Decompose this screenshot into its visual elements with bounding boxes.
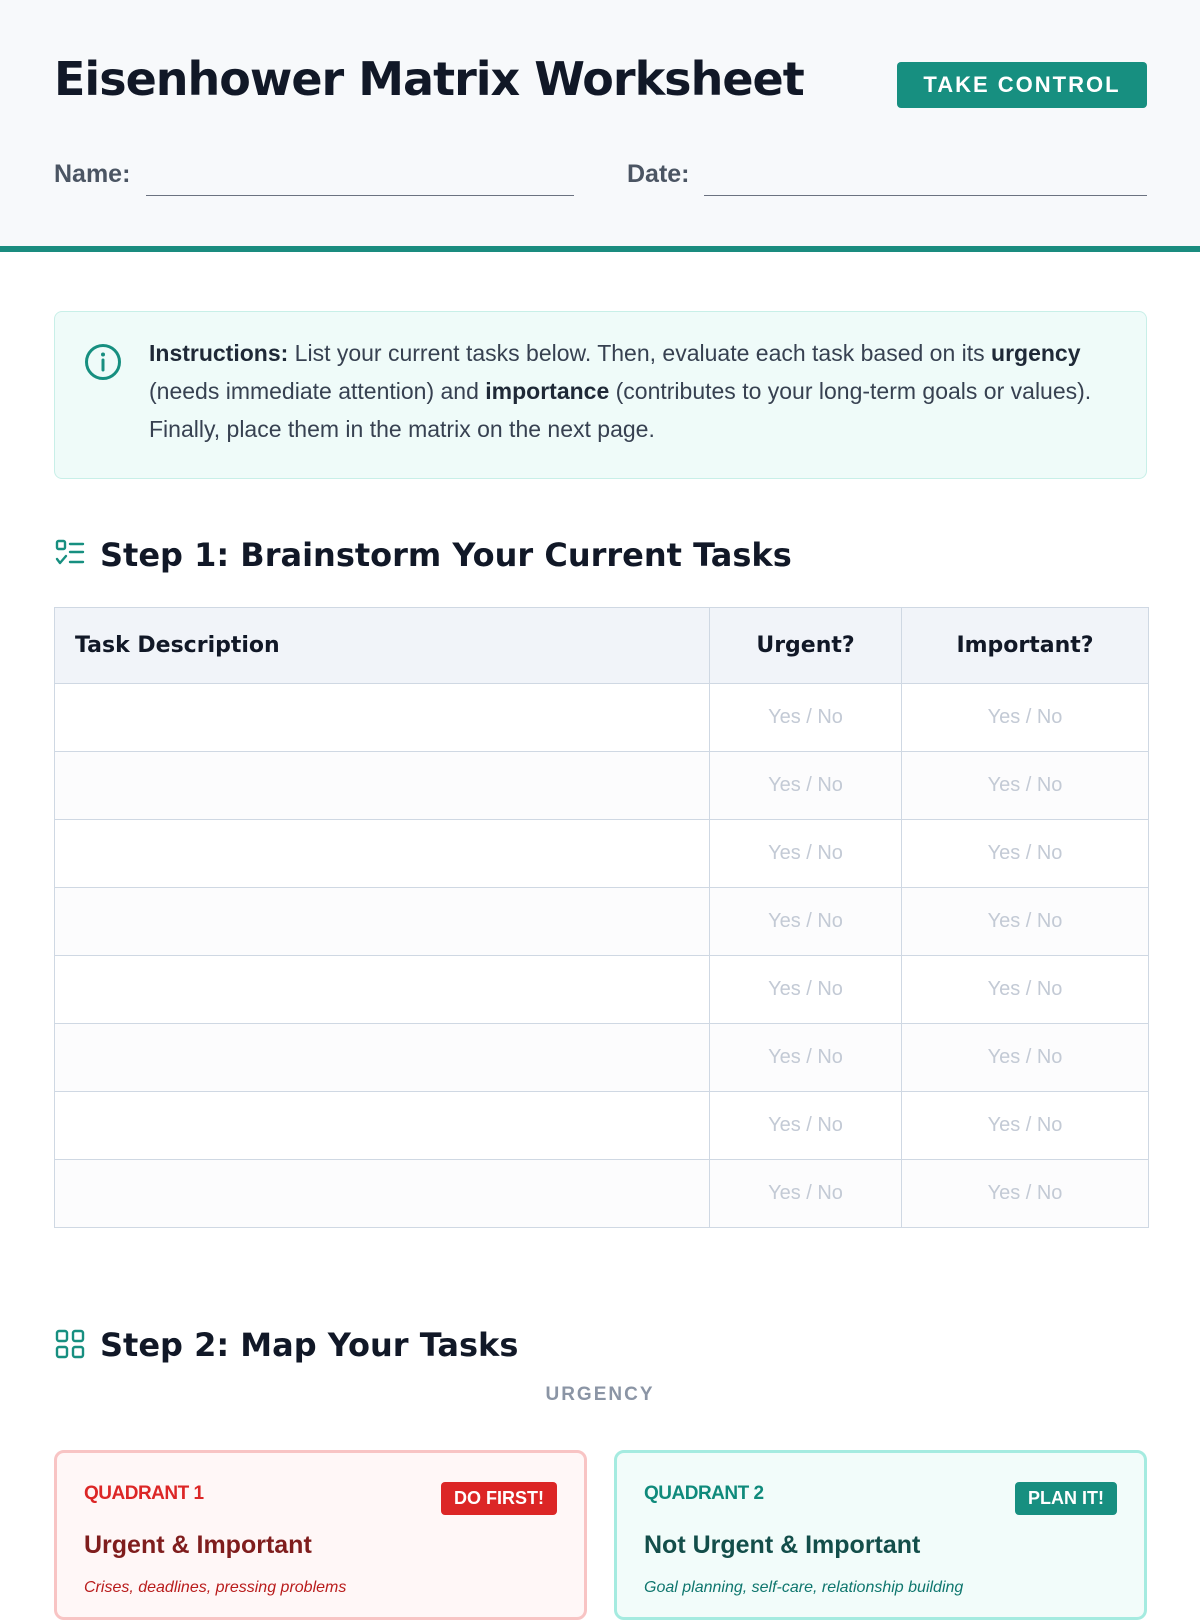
task-description-cell[interactable] (55, 956, 710, 1024)
urgency-axis-label: URGENCY (545, 1384, 655, 1405)
instructions-box (54, 311, 1147, 479)
instructions-part1: List your current tasks below. Then, evaluate each task based on its (288, 340, 992, 366)
task-description-cell[interactable] (55, 888, 710, 956)
take-control-button[interactable]: TAKE CONTROL (897, 62, 1147, 108)
important-cell[interactable]: Yes / No (902, 888, 1149, 956)
table-row (55, 888, 1149, 956)
task-table (54, 607, 1149, 1228)
task-description-cell[interactable] (55, 1092, 710, 1160)
column-header-task: Task Description (55, 608, 710, 684)
table-row (55, 1092, 1149, 1160)
name-field[interactable] (146, 195, 574, 196)
quadrant-1-card (54, 1450, 587, 1620)
table-row (55, 956, 1149, 1024)
urgent-cell[interactable]: Yes / No (710, 684, 902, 752)
quadrant-2-title: Not Urgent & Important (644, 1531, 921, 1559)
task-description-cell[interactable] (55, 684, 710, 752)
task-description-cell[interactable] (55, 1160, 710, 1228)
date-field[interactable] (704, 195, 1147, 196)
task-description-cell[interactable] (55, 752, 710, 820)
important-cell[interactable]: Yes / No (902, 684, 1149, 752)
quadrant-2-number: QUADRANT 2 (644, 1483, 764, 1504)
column-header-important: Important? (902, 608, 1149, 684)
quadrant-1-badge: DO FIRST! (441, 1482, 557, 1515)
quadrant-2-badge: PLAN IT! (1015, 1482, 1117, 1515)
info-icon (83, 342, 123, 382)
table-row (55, 1160, 1149, 1228)
name-label: Name: (54, 160, 131, 188)
term-urgency: urgency (991, 340, 1081, 366)
quadrant-1-title: Urgent & Important (84, 1531, 312, 1559)
quadrant-2-card (614, 1450, 1147, 1620)
important-cell[interactable]: Yes / No (902, 956, 1149, 1024)
table-row (55, 1024, 1149, 1092)
urgent-cell[interactable]: Yes / No (710, 1024, 902, 1092)
quadrant-1-number: QUADRANT 1 (84, 1483, 204, 1504)
instructions-part3: (contributes to your long-term goals or values). Finally, place them in the matrix on the next page. (149, 378, 1092, 442)
urgent-cell[interactable]: Yes / No (710, 820, 902, 888)
column-header-urgent: Urgent? (710, 608, 902, 684)
table-row (55, 820, 1149, 888)
step1-title: Step 1: Brainstorm Your Current Tasks (100, 536, 792, 574)
step2-heading (54, 1326, 518, 1364)
step2-title: Step 2: Map Your Tasks (100, 1326, 519, 1364)
task-description-cell[interactable] (55, 820, 710, 888)
urgent-cell[interactable]: Yes / No (710, 956, 902, 1024)
important-cell[interactable]: Yes / No (902, 752, 1149, 820)
urgent-cell[interactable]: Yes / No (710, 1092, 902, 1160)
instructions-text (149, 334, 1109, 448)
step1-heading (54, 536, 792, 574)
table-header-row (55, 608, 1149, 684)
table-row (55, 752, 1149, 820)
instructions-lead: Instructions: (149, 340, 289, 366)
worksheet-header (0, 0, 1200, 252)
table-row (55, 684, 1149, 752)
important-cell[interactable]: Yes / No (902, 820, 1149, 888)
term-importance: importance (485, 378, 610, 404)
urgent-cell[interactable]: Yes / No (710, 888, 902, 956)
grid-icon (54, 1328, 86, 1360)
task-description-cell[interactable] (55, 1024, 710, 1092)
important-cell[interactable]: Yes / No (902, 1160, 1149, 1228)
instructions-part2: (needs immediate attention) and (149, 378, 486, 404)
urgent-cell[interactable]: Yes / No (710, 752, 902, 820)
quadrant-1-description: Crises, deadlines, pressing problems (84, 1579, 347, 1596)
important-cell[interactable]: Yes / No (902, 1024, 1149, 1092)
urgent-cell[interactable]: Yes / No (710, 1160, 902, 1228)
important-cell[interactable]: Yes / No (902, 1092, 1149, 1160)
page-title: Eisenhower Matrix Worksheet (54, 52, 804, 106)
quadrant-2-description: Goal planning, self-care, relationship building (644, 1579, 964, 1596)
date-label: Date: (627, 160, 690, 188)
checklist-icon (54, 538, 86, 570)
